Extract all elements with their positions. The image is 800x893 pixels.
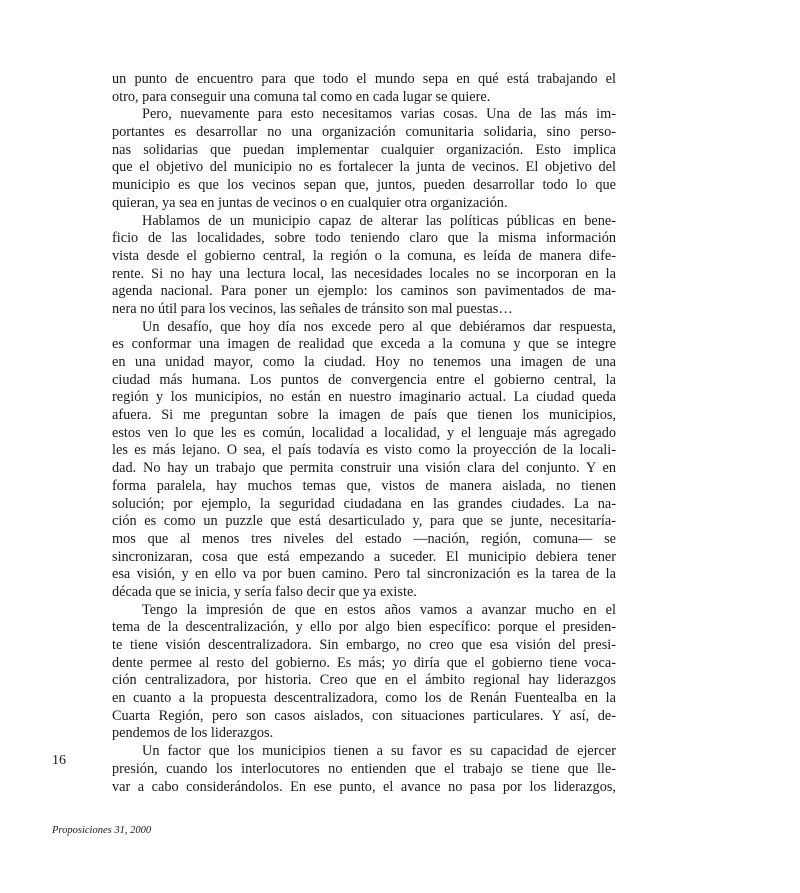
paragraph [112, 602, 616, 744]
paragraph [112, 213, 616, 319]
text-line: ción es como un puzzle que está desarticulado y, para que se junte, necesitaría- [112, 513, 616, 530]
text-line: ficio de las localidades, sobre todo teniendo claro que la misma información [112, 230, 616, 247]
text-line: en cuanto a la propuesta descentralizadora, como los de Renán Fuentealba en la [112, 690, 616, 707]
text-line: Hablamos de un municipio capaz de alterar las políticas públicas en bene- [142, 212, 616, 229]
text-line: municipio es que los vecinos sepan que, juntos, pueden desarrollar todo lo que [112, 177, 616, 194]
text-line: rente. Si no hay una lectura local, las necesidades locales no se incorporan en la [112, 265, 616, 282]
text-line: sincronizaran, cosa que está empezando a suceder. El municipio debiera tener [112, 548, 616, 565]
text-line: afuera. Si me preguntan sobre la imagen de país que tienen los municipios, [112, 407, 616, 424]
body-text [112, 71, 616, 796]
text-line: ciudad más humana. Los puntos de convergencia entre el gobierno central, la [112, 371, 616, 388]
text-line: quieran, ya sea en juntas de vecinos o en cualquier otra organización. [112, 194, 508, 211]
text-line: te tiene visión descentralizadora. Sin embargo, no creo que esa visión del presi- [112, 637, 616, 653]
text-line: Tengo la impresión de que en estos años vamos a avanzar mucho en el [142, 601, 616, 618]
text-line: solución; por ejemplo, la seguridad ciudadana en las grandes ciudades. La na- [112, 495, 616, 512]
text-line: Un desafío, que hoy día nos excede pero al que debiéramos dar respuesta, [142, 318, 616, 335]
text-line: agenda nacional. Para poner un ejemplo: los caminos son pavimentados de ma- [112, 283, 616, 300]
text-line: década que se inicia, y sería falso decir que ya existe. [112, 583, 417, 600]
page-number: 16 [52, 753, 66, 768]
text-line: var a cabo considerándolos. En ese punto, el avance no pasa por los liderazgos, [112, 778, 616, 795]
text-line: estos ven lo que les es común, localidad a localidad, y el lenguaje más agregado [112, 424, 616, 441]
text-line: región y los municipios, no están en nuestro imaginario actual. La ciudad queda [112, 389, 616, 406]
text-line: dad. No hay un trabajo que permita construir una visión clara del conjunto. Y en [112, 460, 616, 477]
text-line: en una unidad mayor, como la ciudad. Hoy no tenemos una imagen de una [112, 354, 616, 370]
journal-footer: Proposiciones 31, 2000 [52, 825, 152, 836]
paragraph [112, 319, 616, 602]
text-line: tema de la descentralización, y ello por algo bien específico: porque el presiden- [112, 619, 616, 636]
text-line: portantes es desarrollar no una organización comunitaria solidaria, sino perso- [112, 124, 616, 141]
paragraph [112, 71, 616, 106]
text-line: Cuarta Región, pero son casos aislados, con situaciones particulares. Y así, de- [112, 707, 616, 724]
text-line: nera no útil para los vecinos, las señales de tránsito son mal puestas… [112, 300, 513, 317]
paragraph [112, 106, 616, 212]
text-line: un punto de encuentro para que todo el mundo sepa en qué está trabajando el [112, 71, 616, 87]
text-line: pendemos de los liderazgos. [112, 725, 274, 742]
text-line: forma paralela, hay muchos temas que, vistos de manera aislada, no tienen [112, 477, 616, 494]
paragraph [112, 743, 616, 796]
text-line: vista desde el gobierno central, la región o la comuna, es leída de manera dife- [112, 247, 616, 264]
text-line: mos que al menos tres niveles del estado —nación, región, comuna— se [112, 530, 616, 547]
text-line: dente permee al resto del gobierno. Es más; yo diría que el gobierno tiene voca- [112, 654, 616, 671]
text-line: que el objetivo del municipio no es fortalecer la junta de vecinos. El objetivo del [112, 159, 616, 176]
text-line: Pero, nuevamente para esto necesitamos varias cosas. Una de las más im- [142, 106, 616, 123]
text-line: otro, para conseguir una comuna tal como en cada lugar se quiere. [112, 88, 491, 105]
text-line: presión, cuando los interlocutores no entienden que el trabajo se tiene que lle- [112, 760, 616, 777]
text-line: es conformar una imagen de realidad que exceda a la comuna y que se integre [112, 336, 616, 353]
text-line: Un factor que los municipios tienen a su favor es su capacidad de ejercer [142, 743, 616, 760]
text-line: esa visión, y en ello va por buen camino. Pero tal sincronización es la tarea de la [112, 566, 616, 583]
text-line: les es más lejano. O sea, el país todavía es visto como la proyección de la locali- [112, 442, 616, 459]
text-line: ción centralizadora, por historia. Creo que en el ámbito regional hay liderazgos [112, 672, 616, 689]
text-line: nas solidarias que puedan implementar cualquier organización. Esto implica [112, 141, 616, 158]
